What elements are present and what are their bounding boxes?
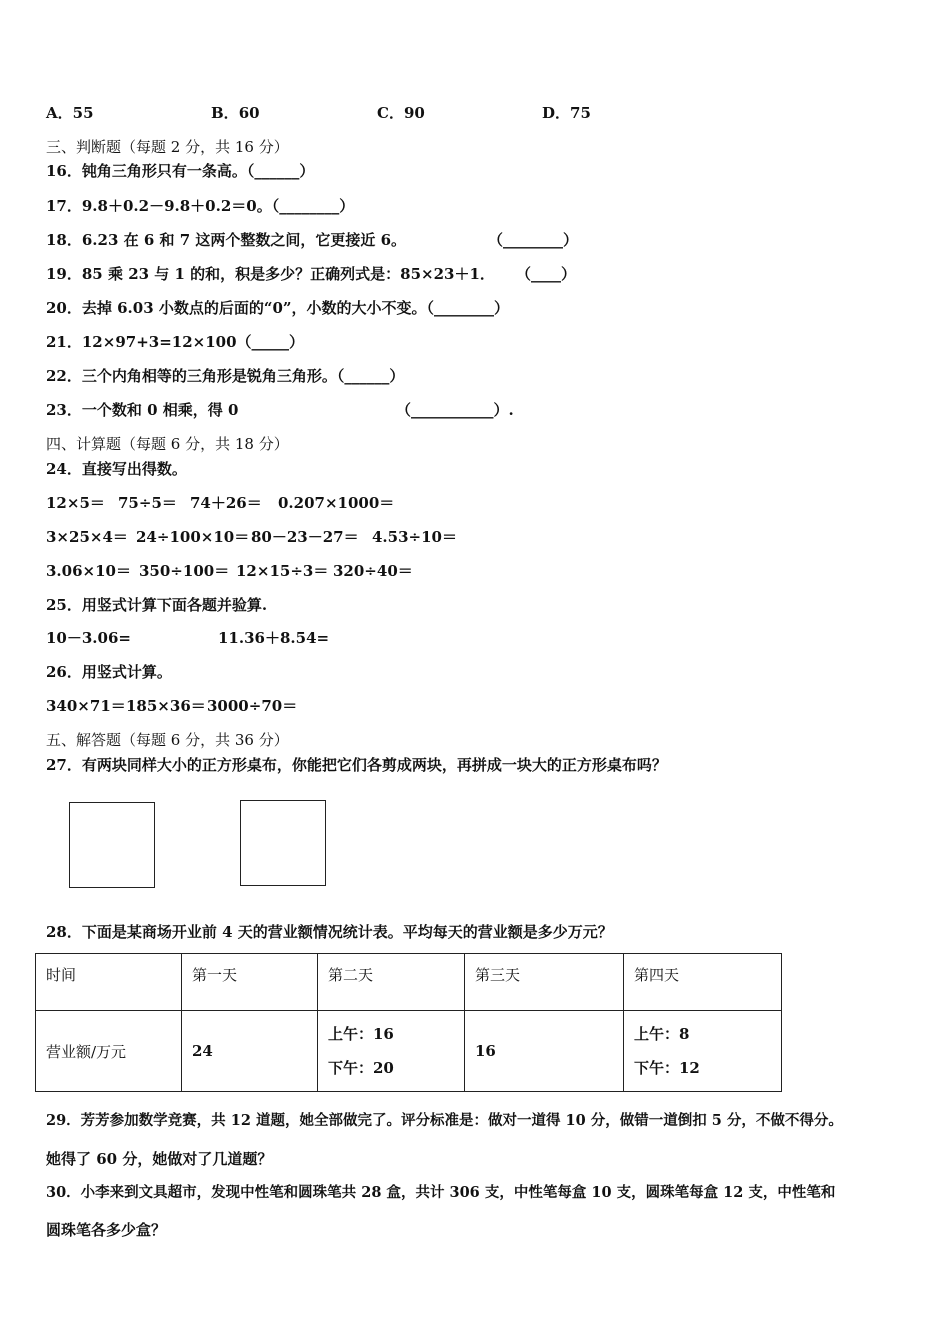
table-header-cell: 第一天 xyxy=(182,954,318,1011)
square-tablecloth-right xyxy=(240,800,326,886)
table-header-cell: 第二天 xyxy=(318,954,465,1011)
question-17: 17．9.8＋0.2－9.8＋0.2＝0。（________） xyxy=(46,197,355,215)
square-tablecloth-left xyxy=(69,802,155,888)
question-19-blank: （____） xyxy=(516,265,577,283)
table-cell-day4 xyxy=(624,1011,782,1092)
question-24: 24．直接写出得数。 xyxy=(46,460,187,478)
calc-item: 74＋26＝ xyxy=(190,494,262,512)
table-cell-day1: 24 xyxy=(182,1011,318,1092)
calc-item: 320÷40＝ xyxy=(333,562,413,580)
table-cell-day2 xyxy=(318,1011,465,1092)
question-23: 23．一个数和 0 相乘，得 0 xyxy=(46,401,239,419)
day4-afternoon: 下午：12 xyxy=(634,1059,700,1077)
question-29: 29．芳芳参加数学竞赛，共 12 道题，她全部做完了。评分标准是：做对一道得 10 分，做错一道倒扣 5 分，不做不得分。 xyxy=(46,1112,843,1129)
table-header-row xyxy=(36,954,782,1011)
option-a: A．55 xyxy=(46,104,94,122)
question-25: 25．用竖式计算下面各题并验算. xyxy=(46,596,268,614)
table-header-cell: 第四天 xyxy=(624,954,782,1011)
calc-item: 75÷5＝ xyxy=(118,494,177,512)
calc-item: 340×71＝ xyxy=(46,697,126,715)
calc-item: 185×36＝ xyxy=(126,697,206,715)
question-18-blank: （________） xyxy=(488,231,579,249)
calc-item: 12×5＝ xyxy=(46,494,105,512)
question-20: 20．去掉 6.03 小数点的后面的“0”，小数的大小不变。（________） xyxy=(46,299,510,317)
table-header-cell: 第三天 xyxy=(465,954,624,1011)
question-29-cont: 她得了 60 分，她做对了几道题？ xyxy=(46,1150,273,1168)
question-18: 18．6.23 在 6 和 7 这两个整数之间，它更接近 6。 xyxy=(46,231,407,249)
option-c: C．90 xyxy=(377,104,425,122)
question-21: 21．12×97+3=12×100（_____） xyxy=(46,333,305,351)
calc-item: 11.36＋8.54= xyxy=(218,629,330,647)
calc-item: 0.207×1000＝ xyxy=(278,494,395,512)
question-16: 16．钝角三角形只有一条高。（______） xyxy=(46,162,315,180)
question-22: 22．三个内角相等的三角形是锐角三角形。（______） xyxy=(46,367,405,385)
calc-item: 3.06×10＝ xyxy=(46,562,131,580)
question-27: 27．有两块同样大小的正方形桌布，你能把它们各剪成两块，再拼成一块大的正方形桌布吗？ xyxy=(46,756,667,774)
table-row-label: 营业额/万元 xyxy=(36,1011,182,1092)
question-30-cont: 圆珠笔各多少盒？ xyxy=(46,1221,167,1239)
section-4-heading: 四、计算题（每题 6 分，共 18 分） xyxy=(46,435,289,453)
table-header-cell: 时间 xyxy=(36,954,182,1011)
sales-table xyxy=(35,953,782,1092)
day2-afternoon: 下午：20 xyxy=(328,1059,394,1077)
section-3-heading: 三、判断题（每题 2 分，共 16 分） xyxy=(46,138,289,156)
option-d: D．75 xyxy=(542,104,591,122)
day4-morning: 上午：8 xyxy=(634,1025,690,1043)
calc-item: 3000÷70＝ xyxy=(207,697,298,715)
table-row xyxy=(36,1011,782,1092)
question-28: 28．下面是某商场开业前 4 天的营业额情况统计表。平均每天的营业额是多少万元？ xyxy=(46,923,613,941)
day2-morning: 上午：16 xyxy=(328,1025,394,1043)
table-cell-day3: 16 xyxy=(465,1011,624,1092)
calc-item: 80－23－27＝ xyxy=(251,528,359,546)
calc-item: 3×25×4＝ xyxy=(46,528,128,546)
calc-item: 10－3.06= xyxy=(46,629,131,647)
calc-item: 12×15÷3＝ xyxy=(236,562,329,580)
question-19: 19．85 乘 23 与 1 的和，积是多少？正确列式是：85×23＋1． xyxy=(46,265,495,283)
calc-item: 24÷100×10＝ xyxy=(136,528,250,546)
calc-item: 4.53÷10＝ xyxy=(372,528,457,546)
question-26: 26．用竖式计算。 xyxy=(46,663,172,681)
question-23-blank: （___________）. xyxy=(396,401,514,419)
question-30: 30．小李来到文具超市，发现中性笔和圆珠笔共 28 盒，共计 306 支，中性笔每盒 10 支，圆珠笔每盒 12 支，中性笔和 xyxy=(46,1184,836,1201)
section-5-heading: 五、解答题（每题 6 分，共 36 分） xyxy=(46,731,289,749)
calc-item: 350÷100＝ xyxy=(139,562,230,580)
option-b: B．60 xyxy=(211,104,260,122)
